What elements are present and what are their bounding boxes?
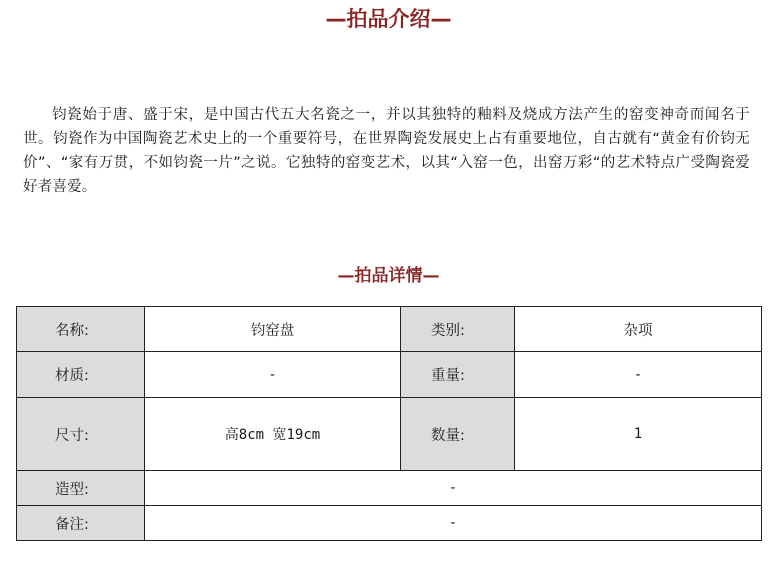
table-row (17, 471, 762, 506)
quantity-value: 1 (515, 398, 762, 471)
table-row (17, 352, 762, 398)
size-label: 尺寸: (17, 398, 145, 471)
shape-label: 造型: (17, 471, 145, 506)
details-section-title: —拍品详情— (337, 266, 440, 286)
notes-value: - (145, 506, 762, 541)
category-label: 类别: (401, 307, 515, 352)
intro-paragraph: 钧瓷始于唐、盛于宋，是中国古代五大名瓷之一，并以其独特的釉料及烧成方法产生的窑变神奇而闻名于世。钧瓷作为中国陶瓷艺术史上的一个重要符号，在世界陶瓷发展史上占有重要地位，自古就有“黄金有价钧无价”、“家有万贯，不如钧瓷一片”之说。它独特的窑变艺术，以其“入窑一色，出窑万彩“的艺术特点广受陶瓷爱好者喜爱。 (23, 107, 750, 195)
table-row (17, 307, 762, 352)
weight-value: - (515, 352, 762, 398)
name-label: 名称: (17, 307, 145, 352)
category-value: 杂项 (515, 307, 762, 352)
details-table (16, 306, 762, 541)
size-value: 高8cm 宽19cm (145, 398, 401, 471)
material-label: 材质: (17, 352, 145, 398)
intro-section-title: —拍品介绍— (325, 7, 452, 31)
table-row (17, 506, 762, 541)
name-value: 钧窑盘 (145, 307, 401, 352)
table-row (17, 398, 762, 471)
notes-label: 备注: (17, 506, 145, 541)
material-value: - (145, 352, 401, 398)
quantity-label: 数量: (401, 398, 515, 471)
shape-value: - (145, 471, 762, 506)
weight-label: 重量: (401, 352, 515, 398)
